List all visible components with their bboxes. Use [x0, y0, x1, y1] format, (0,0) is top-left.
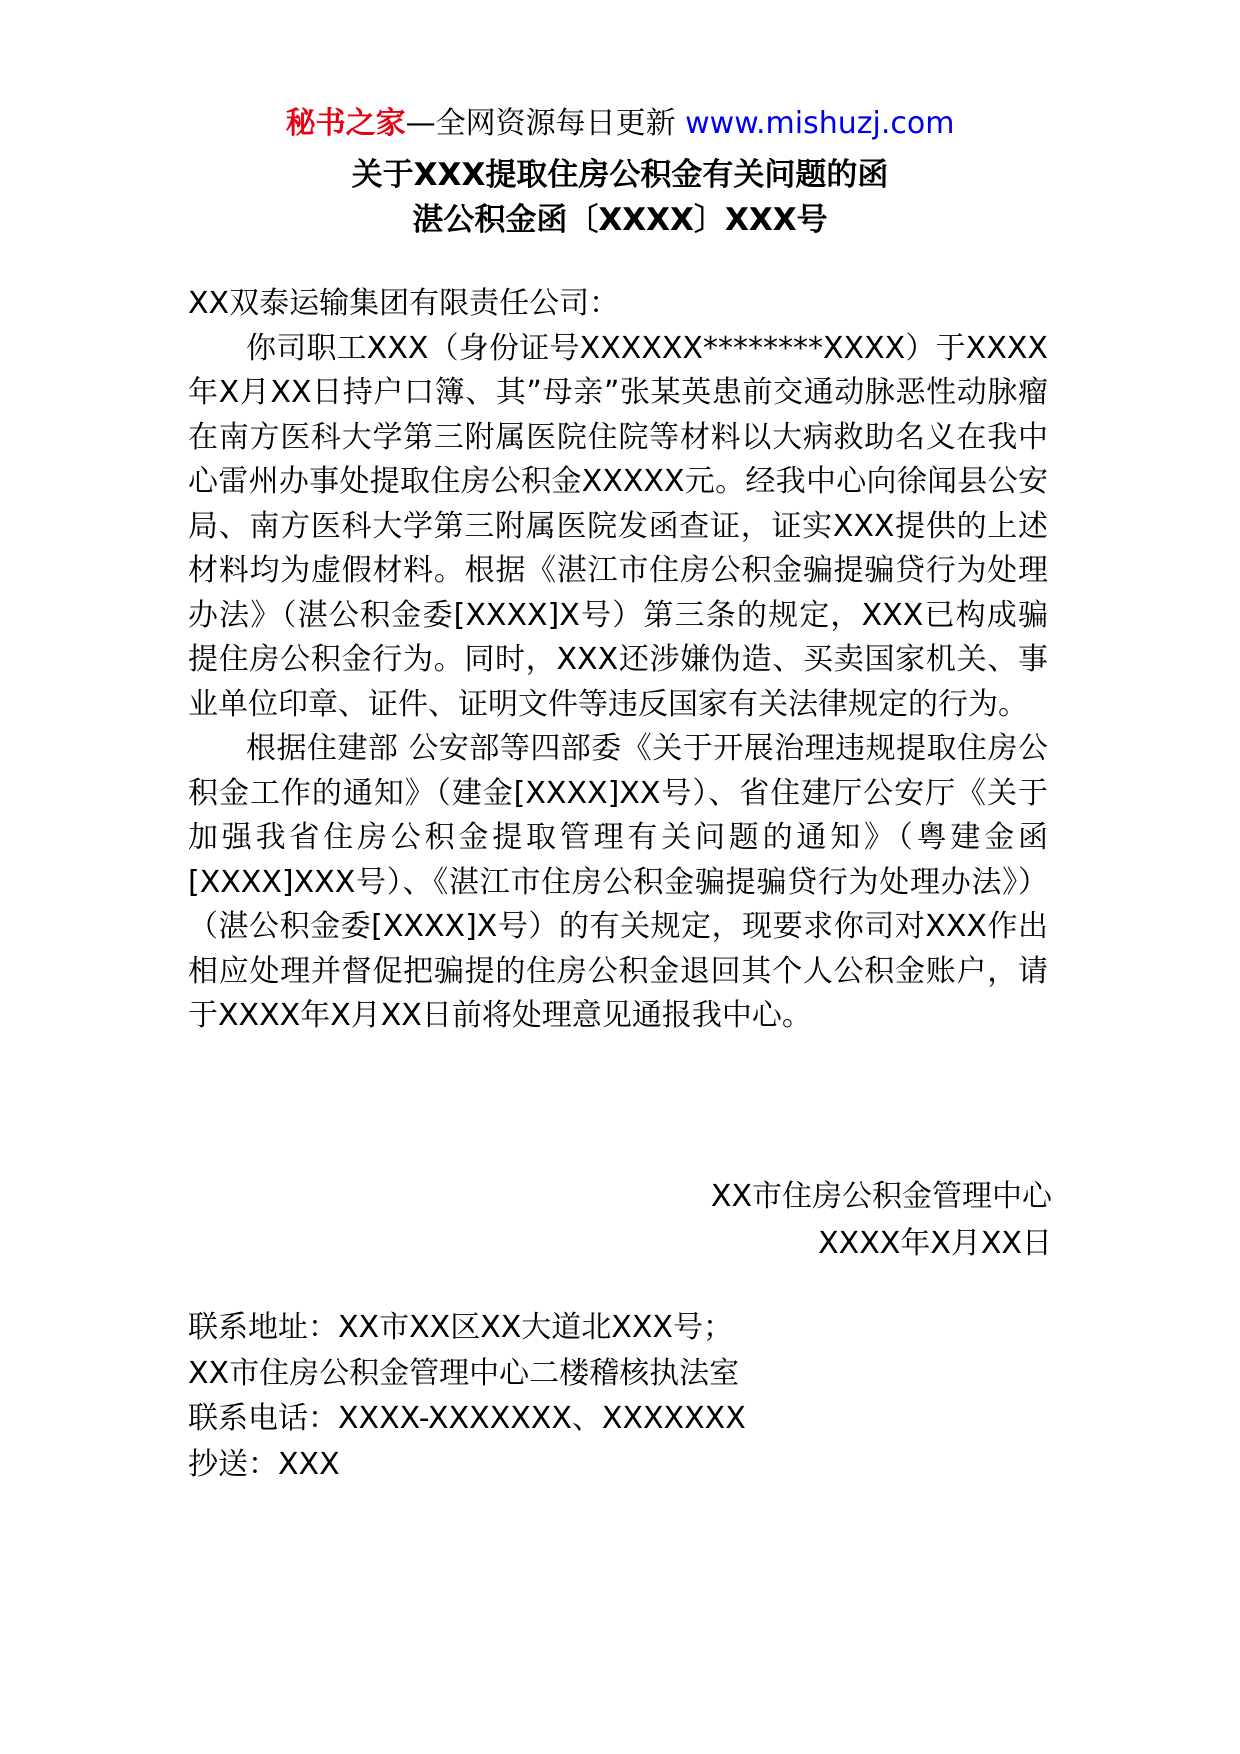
banner-url-link[interactable]: www.mishuzj.com: [685, 106, 955, 141]
body-paragraph-1: 你司职工XXX（身份证号XXXXXX********XXXX）于XXXX年X月XX日持户口簿、其”母亲”张某英患前交通动脉恶性动脉瘤在南方医科大学第三附属医院住院等材料以大病救助名义在我中心雷州办事处提取住房公积金XXXXX元。经我中心向徐闻县公安局、南方医科大学第三附属医院发函查证，证实XXX提供的上述材料均为虚假材料。根据《湛江市住房公积金骗提骗贷行为处理办法》（湛公积金委[XXXX]X号）第三条的规定，XXX已构成骗提住房公积金行为。同时，XXX还涉嫌伪造、买卖国家机关、事业单位印章、证件、证明文件等违反国家有关法律规定的行为。: [188, 330, 1048, 722]
signature-organization: XX市住房公积金管理中心: [710, 1179, 1052, 1214]
contact-phone: 联系电话：XXXX-XXXXXXX、XXXXXXX: [188, 1401, 746, 1436]
document-body: [188, 282, 1048, 1039]
banner-slogan: —全网资源每日更新: [405, 106, 676, 141]
signature-date: XXXX年X月XX日: [818, 1226, 1052, 1261]
contact-address: 联系地址：XX市XX区XX大道北XXX号；: [188, 1310, 733, 1345]
addressee: XX双泰运输集团有限责任公司：: [188, 286, 620, 321]
document-title: 关于XXX提取住房公积金有关问题的函: [351, 157, 889, 193]
document-number: 湛公积金函〔XXXX〕XXX号: [412, 202, 828, 238]
body-paragraph-2: 根据住建部 公安部等四部委《关于开展治理违规提取住房公积金工作的通知》（建金[XXXX]XX号）、省住建厅公安厅《关于加强我省住房公积金提取管理有关问题的通知》（粤建金函[XXXX]XXX号）、《湛江市住房公积金骗提骗贷行为处理办法》）（湛公积金委[XXXX]X号）的有关规定，现要求你司对XXX作出相应处理并督促把骗提的住房公积金退回其个人公积金账户，请于XXXX年X月XX日前将处理意见通报我中心。: [188, 731, 1048, 1033]
contact-cc: 抄送：XXX: [188, 1446, 340, 1482]
banner-brand: 秘书之家: [285, 106, 406, 141]
site-banner: [0, 104, 1240, 144]
contact-office: XX市住房公积金管理中心二楼稽核执法室: [188, 1355, 740, 1391]
contact-info: [188, 1305, 1048, 1487]
